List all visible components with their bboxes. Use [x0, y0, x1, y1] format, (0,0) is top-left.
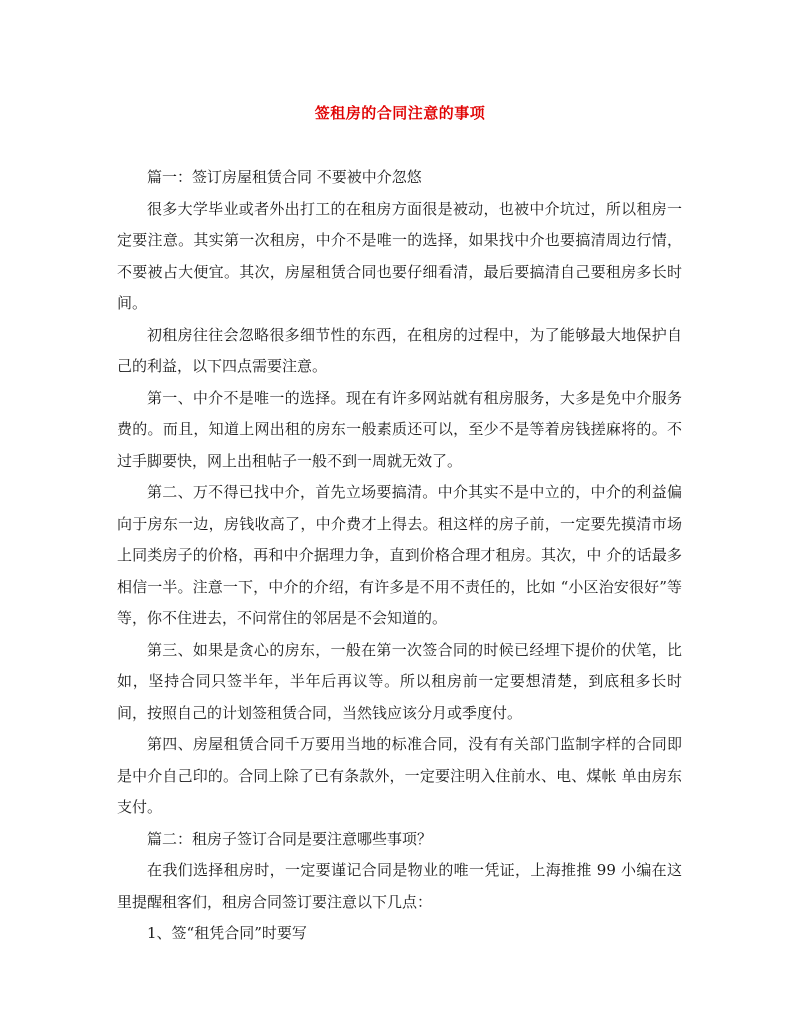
document-body: [117, 162, 682, 950]
paragraph: 第四、房屋租赁合同千万要用当地的标准合同，没有有关部门监制字样的合同即是中介自己印的。合同上除了已有条款外，一定要注明入住前水、电、煤帐 单由房东支付。: [117, 735, 682, 816]
paragraph: 很多大学毕业或者外出打工的在租房方面很是被动，也被中介坑过，所以租房一定要注意。其实第一次租房，中介不是唯一的选择，如果找中介也要搞清周边行情，不要被占大便宜。其次，房屋租赁合同也要仔细看清，最后要搞清自己要租房多长时间。: [117, 199, 682, 312]
section-heading-2: 篇二：租房子签订合同是要注意哪些事项？: [147, 829, 433, 848]
paragraph: 第一、中介不是唯一的选择。现在有许多网站就有租房服务，大多是免中介服务费的。而且，知道上网出租的房东一般素质还可以，至少不是等着房钱搓麻将的。不过手脚要快，网上出租帖子一般不到一周就无效了。: [117, 388, 682, 470]
list-item: 1、签“租凭合同”时要写: [147, 924, 307, 942]
paragraph: 初租房往往会忽略很多细节性的东西，在租房的过程中，为了能够最大地保护自己的利益，以下四点需要注意。: [117, 325, 682, 375]
section-heading-1: 篇一：签订房屋租赁合同 不要被中介忽悠: [147, 168, 422, 186]
paragraph: 在我们选择租房时，一定要谨记合同是物业的唯一凭证，上海推推 99 小编在这里提醒租客们，租房合同签订要注意以下几点：: [117, 861, 682, 911]
paragraph: 第二、万不得已找中介，首先立场要搞清。中介其实不是中立的，中介的利益偏向于房东一边，房钱收高了，中介费才上得去。租这样的房子前，一定要先摸清市场上同类房子的价格，再和中介据理力争，直到价格合理才租房。其次，中 介的话最多相信一半。注意一下，中介的介绍，有许多是不用不责任的，比如 “小区治安很好”等等，你不住进去，不问常住的邻居是不会知道的。: [117, 483, 682, 627]
document-title: 签租房的合同注意的事项: [314, 104, 486, 122]
paragraph: 第三、如果是贪心的房东，一般在第一次签合同的时候已经埋下提价的伏笔，比如，坚持合同只签半年，半年后再议等。所以租房前一定要想清楚，到底租多长时间，按照自己的计划签租赁合同，当然钱应该分月或季度付。: [117, 640, 682, 722]
